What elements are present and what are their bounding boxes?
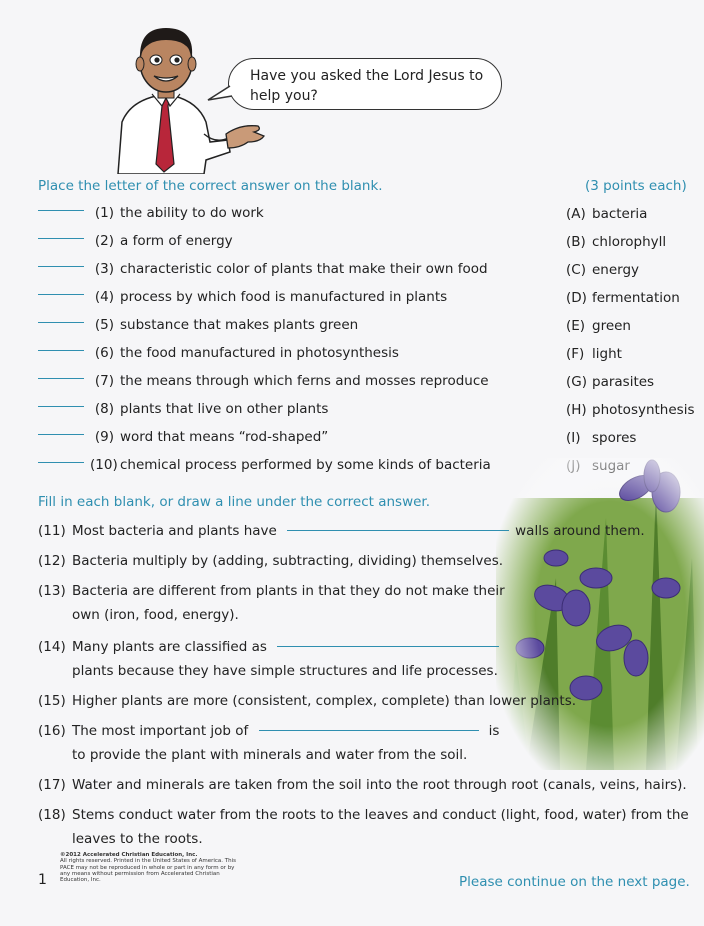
answer-blank[interactable] bbox=[38, 266, 84, 267]
option-item: (H) photosynthesis bbox=[566, 402, 695, 418]
option-item: (B) chlorophyll bbox=[566, 234, 667, 250]
matching-item: (10) chemical process performed by some kinds of bacteria bbox=[38, 454, 491, 476]
question-18: (18) Stems conduct water from the roots to the leaves and conduct (light, food, water) from the bbox=[38, 807, 689, 823]
fill-in-instruction: Fill in each blank, or draw a line under the correct answer. bbox=[38, 494, 431, 510]
option-item: (A) bacteria bbox=[566, 206, 648, 222]
answer-blank[interactable] bbox=[38, 238, 84, 239]
matching-item: (9) word that means “rod-shaped” bbox=[38, 426, 328, 448]
option-item: (E) green bbox=[566, 318, 631, 334]
answer-blank[interactable] bbox=[38, 322, 84, 323]
matching-item: (2) a form of energy bbox=[38, 230, 233, 252]
answer-blank[interactable] bbox=[38, 378, 84, 379]
matching-item: (1) the ability to do work bbox=[38, 202, 264, 224]
answer-blank[interactable] bbox=[38, 210, 84, 211]
question-16: (16) The most important job of is bbox=[38, 723, 500, 739]
bubble-line-1: Have you asked the Lord Jesus to bbox=[250, 68, 484, 84]
answer-blank[interactable] bbox=[259, 730, 479, 731]
iris-flower-photo bbox=[496, 458, 704, 770]
question-14-cont: plants because they have simple structures and life processes. bbox=[72, 663, 498, 679]
matching-item: (5) substance that makes plants green bbox=[38, 314, 358, 336]
option-item: (C) energy bbox=[566, 262, 640, 278]
speech-bubble-text bbox=[250, 66, 490, 106]
answer-blank[interactable] bbox=[38, 434, 84, 435]
answer-blank[interactable] bbox=[277, 646, 499, 647]
question-12: (12) Bacteria multiply by (adding, subtracting, dividing) themselves. bbox=[38, 553, 504, 569]
matching-item: (4) process by which food is manufactured in plants bbox=[38, 286, 447, 308]
answer-blank[interactable] bbox=[38, 350, 84, 351]
matching-item: (8) plants that live on other plants bbox=[38, 398, 328, 420]
answer-blank[interactable] bbox=[287, 530, 509, 531]
question-11: (11) Most bacteria and plants have walls around them. bbox=[38, 523, 645, 539]
question-18-cont: leaves to the roots. bbox=[72, 831, 203, 847]
question-13-cont: own (iron, food, energy). bbox=[72, 607, 239, 623]
question-13: (13) Bacteria are different from plants in that they do not make their bbox=[38, 583, 505, 599]
question-15: (15) Higher plants are more (consistent, complex, complete) than lower plants. bbox=[38, 693, 577, 709]
page-number: 1 bbox=[38, 872, 47, 888]
answer-blank[interactable] bbox=[38, 462, 84, 463]
answer-blank[interactable] bbox=[38, 294, 84, 295]
matching-item: (6) the food manufactured in photosynthesis bbox=[38, 342, 399, 364]
question-17: (17) Water and minerals are taken from the soil into the root through root (canals, veins, hairs). bbox=[38, 777, 687, 793]
question-16-cont: to provide the plant with minerals and water from the soil. bbox=[72, 747, 468, 763]
matching-item: (3) characteristic color of plants that make their own food bbox=[38, 258, 488, 280]
copyright-notice: ©2012 Accelerated Christian Education, Inc. All rights reserved. Printed in the United States of America. This PACE may not be reproduced in whole or part in any form or by any means without permission from Accelerated Christian Education, Inc. bbox=[60, 852, 237, 884]
matching-item: (7) the means through which ferns and mosses reproduce bbox=[38, 370, 489, 392]
option-item: (F) light bbox=[566, 346, 622, 362]
option-item: (G) parasites bbox=[566, 374, 655, 390]
matching-instruction: Place the letter of the correct answer on the blank. bbox=[38, 178, 383, 194]
question-14: (14) Many plants are classified as bbox=[38, 636, 499, 658]
option-item: (I) spores bbox=[566, 430, 637, 446]
continue-next-page: Please continue on the next page. bbox=[459, 874, 690, 890]
option-item: (D) fermentation bbox=[566, 290, 680, 306]
bubble-line-2: help you? bbox=[250, 88, 318, 104]
points-label: (3 points each) bbox=[585, 178, 687, 194]
speech-bubble-tail bbox=[206, 84, 236, 104]
answer-blank[interactable] bbox=[38, 406, 84, 407]
